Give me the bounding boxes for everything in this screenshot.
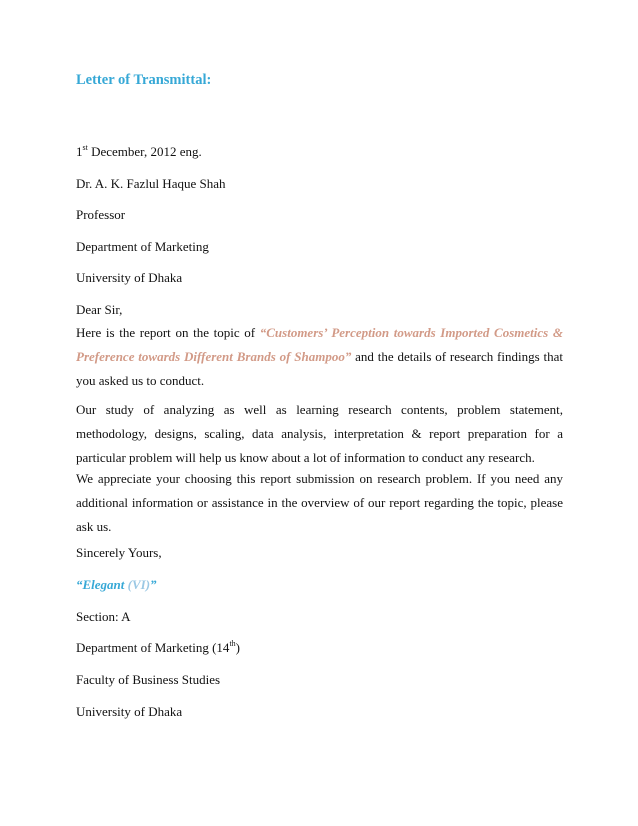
letter-date — [76, 144, 202, 159]
date-ordinal: st — [82, 142, 88, 152]
sender-department — [76, 640, 240, 655]
sender-department-close: ) — [235, 640, 241, 655]
signature-name: Elegant — [82, 577, 125, 592]
paragraph-1-outro: and the details of research findings that you asked us to conduct. — [76, 349, 563, 388]
section-label: Section: A — [76, 609, 131, 624]
recipient-department: Department of Marketing — [76, 239, 209, 254]
signature-close-quote: ” — [150, 577, 157, 592]
date-day: 1 — [76, 144, 83, 159]
recipient-name: Dr. A. K. Fazlul Haque Shah — [76, 176, 226, 191]
closing: Sincerely Yours, — [76, 545, 162, 560]
page-title: Letter of Transmittal: — [76, 72, 212, 88]
body-paragraph-2: Our study of analyzing as well as learning research contents, problem statement, methodology, designs, scaling, data analysis, interpretation & report preparation for a particular problem will help us know about a lot of information to conduct any research. — [76, 402, 563, 465]
signature-group-number: (VI) — [124, 577, 151, 592]
date-rest: December, 2012 eng. — [87, 144, 202, 159]
sender-department-name: Department of Marketing (14 — [76, 640, 230, 655]
body-paragraph-1 — [76, 321, 563, 393]
paragraph-1-intro: Here is the report on the topic of — [76, 325, 260, 340]
body-paragraph-3: We appreciate your choosing this report submission on research problem. If you need any additional information or assistance in the overview of our report regarding the topic, please ask us. — [76, 471, 563, 534]
batch-ordinal: th — [229, 638, 236, 648]
salutation: Dear Sir, — [76, 302, 123, 317]
recipient-title: Professor — [76, 207, 126, 222]
recipient-university: University of Dhaka — [76, 270, 183, 285]
report-topic: “Customers’ Perception towards Imported Cosmetics & Preference towards Different Brands of Shampoo” — [76, 325, 563, 364]
sender-faculty: Faculty of Business Studies — [76, 672, 221, 687]
sender-university: University of Dhaka — [76, 704, 183, 719]
signature-open-quote: “ — [76, 577, 83, 592]
signature-group — [76, 577, 157, 592]
